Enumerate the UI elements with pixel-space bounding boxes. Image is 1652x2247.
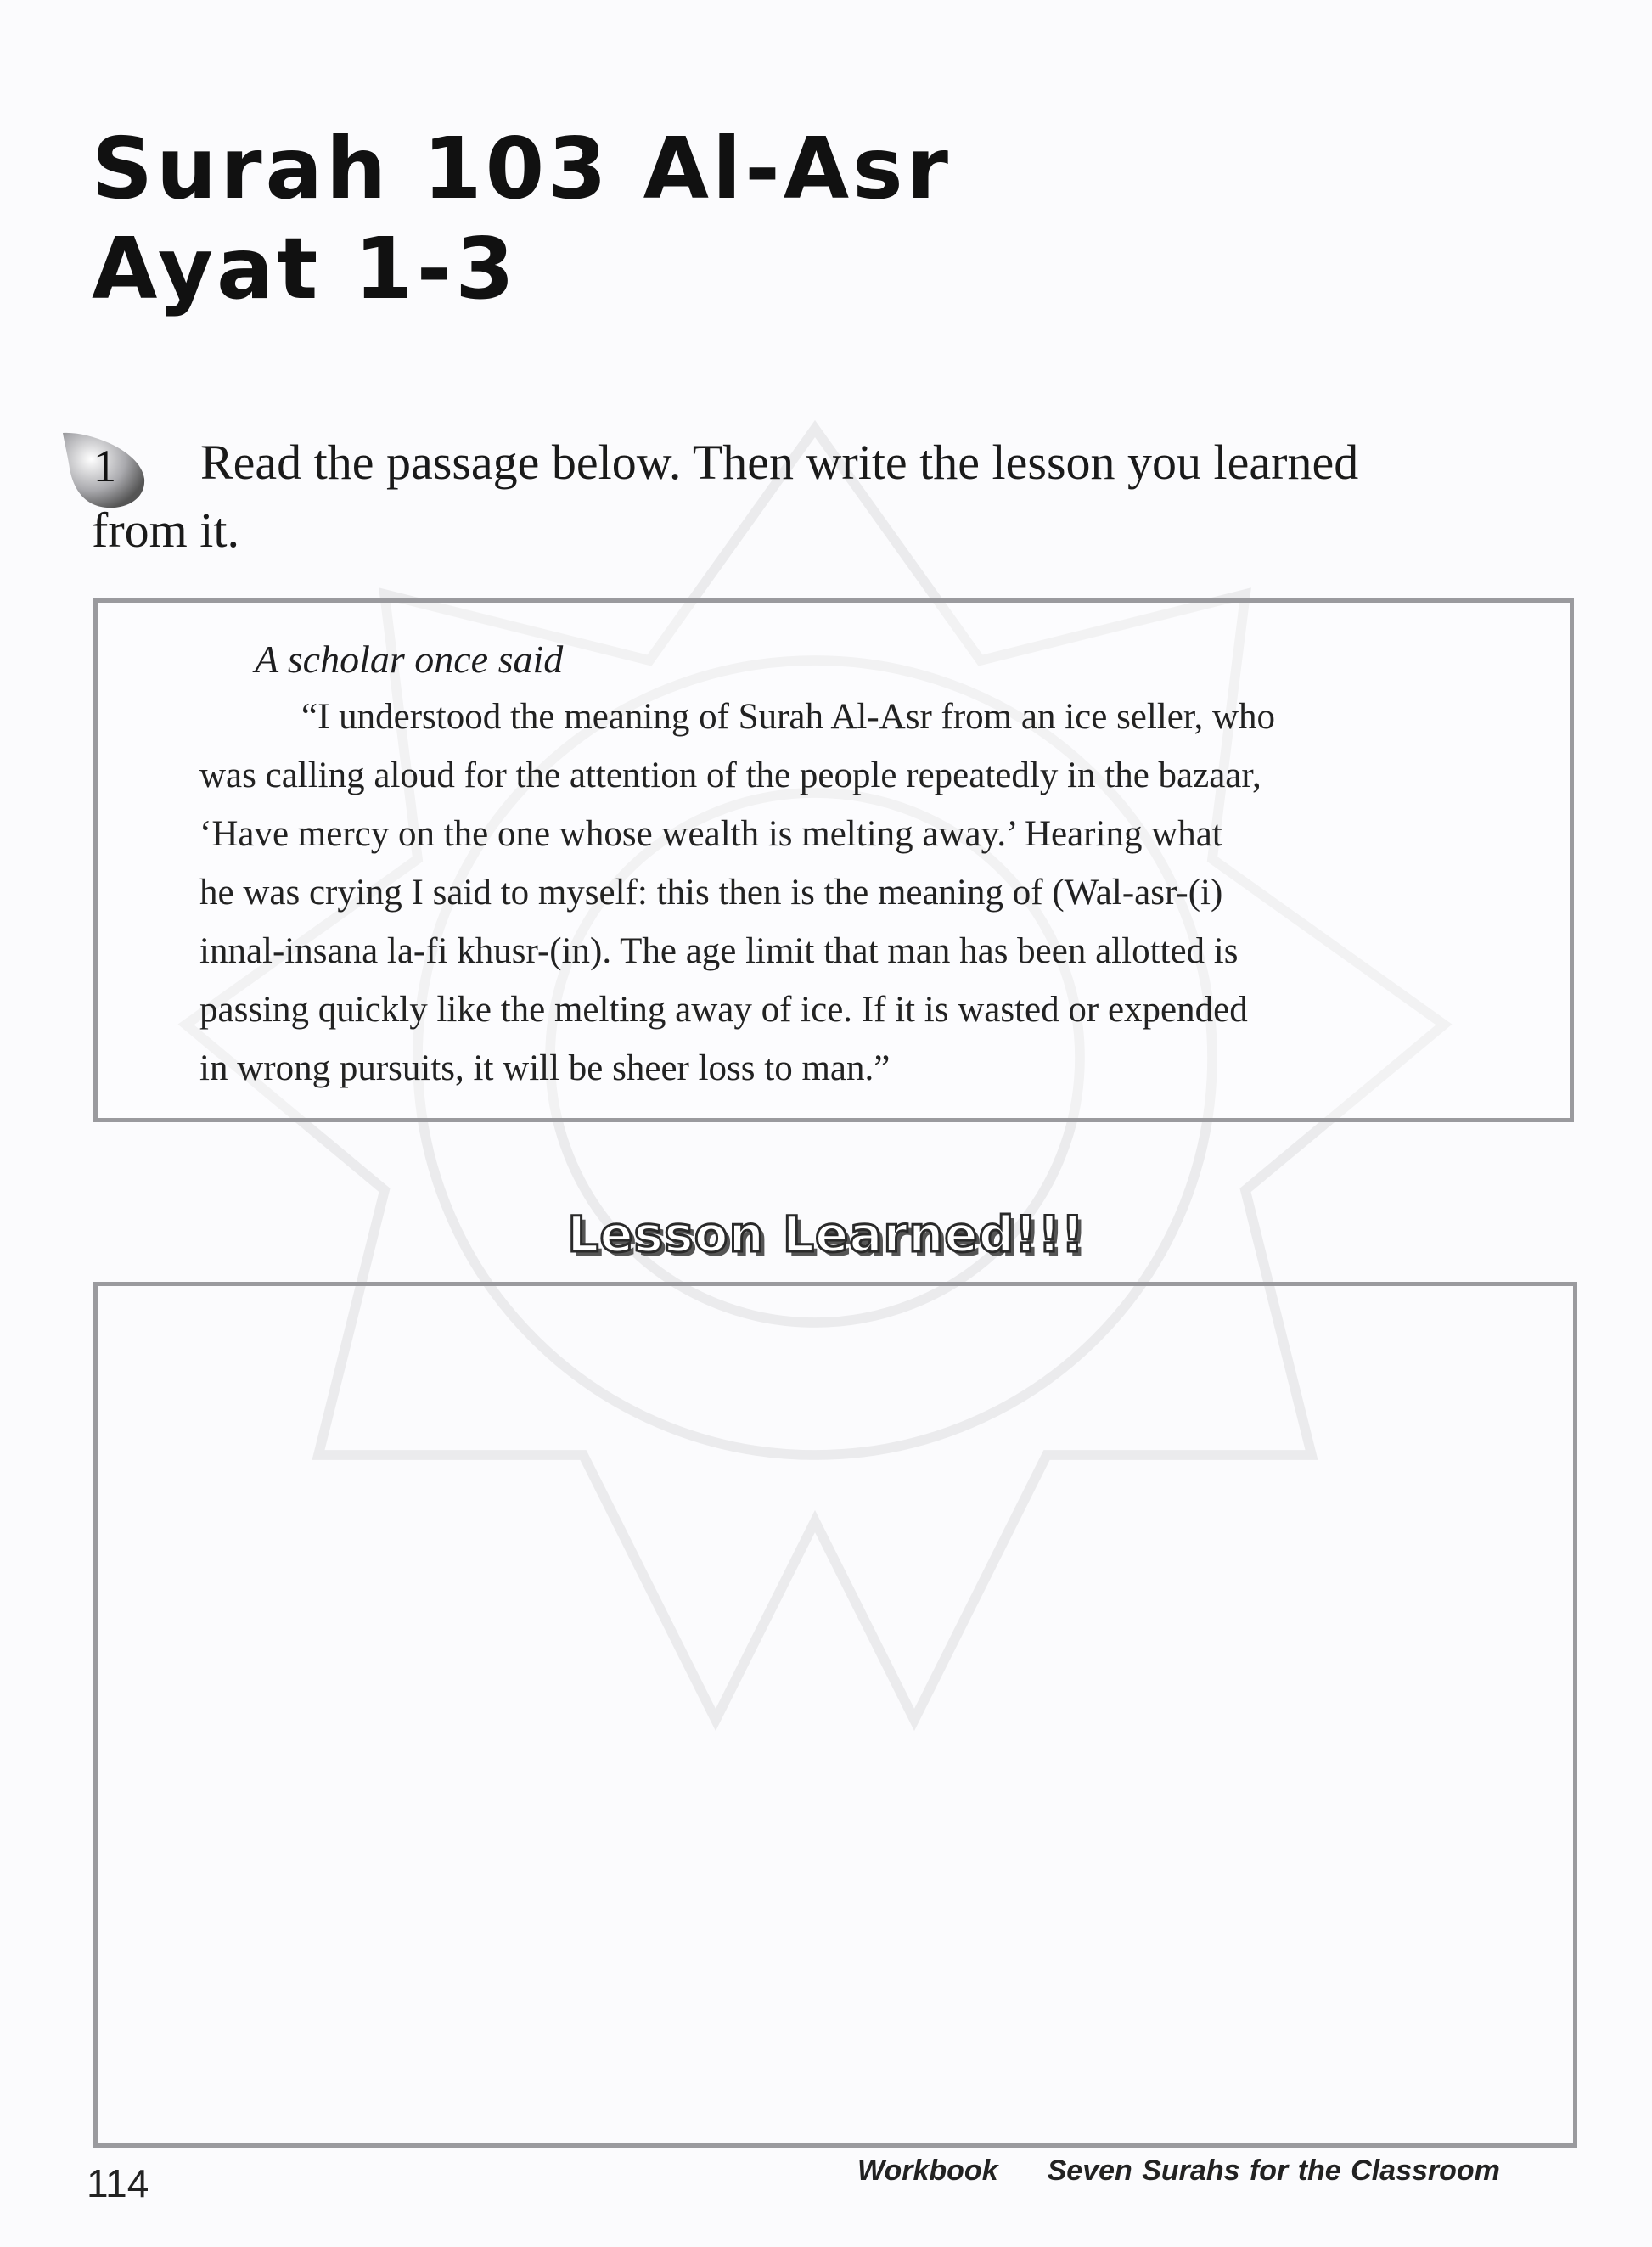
passage-line: “I understood the meaning of Surah Al-Asr from an ice seller, who <box>301 697 1276 737</box>
passage-intro: A scholar once said <box>255 638 564 681</box>
lesson-heading: Lesson Learned!!! <box>567 1205 1085 1263</box>
footer-book-info <box>857 2154 1500 2188</box>
passage-line: passing quickly like the melting away of ice. If it is wasted or expended <box>199 990 1248 1030</box>
footer-workbook-label: Workbook <box>857 2154 998 2187</box>
passage-line: ‘Have mercy on the one whose wealth is melting away.’ Hearing what <box>199 814 1222 854</box>
instruction-line-2: from it. <box>92 503 239 558</box>
page-number: 114 <box>87 2161 149 2205</box>
exercise-instruction <box>92 429 1577 565</box>
passage-body <box>199 688 1524 1098</box>
title-line-1: Surah 103 Al-Asr <box>92 119 952 218</box>
passage-line: innal-insana la-fi khusr-(in). The age limit that man has been allotted is <box>199 931 1239 971</box>
footer-book-title: Seven Surahs for the Classroom <box>1047 2154 1500 2187</box>
passage-line: was calling aloud for the attention of the people repeatedly in the bazaar, <box>199 756 1261 795</box>
instruction-line-1: Read the passage below. Then write the lesson you learned <box>200 435 1359 490</box>
exercise-number: 1 <box>93 441 116 492</box>
answer-writing-box[interactable] <box>93 1282 1577 2148</box>
passage-box <box>93 598 1574 1122</box>
passage-line: he was crying I said to myself: this then is the meaning of (Wal-asr-(i) <box>199 873 1223 913</box>
page-title <box>92 119 952 319</box>
passage-line: in wrong pursuits, it will be sheer loss to man.” <box>199 1048 891 1088</box>
title-line-2: Ayat 1-3 <box>92 219 518 318</box>
